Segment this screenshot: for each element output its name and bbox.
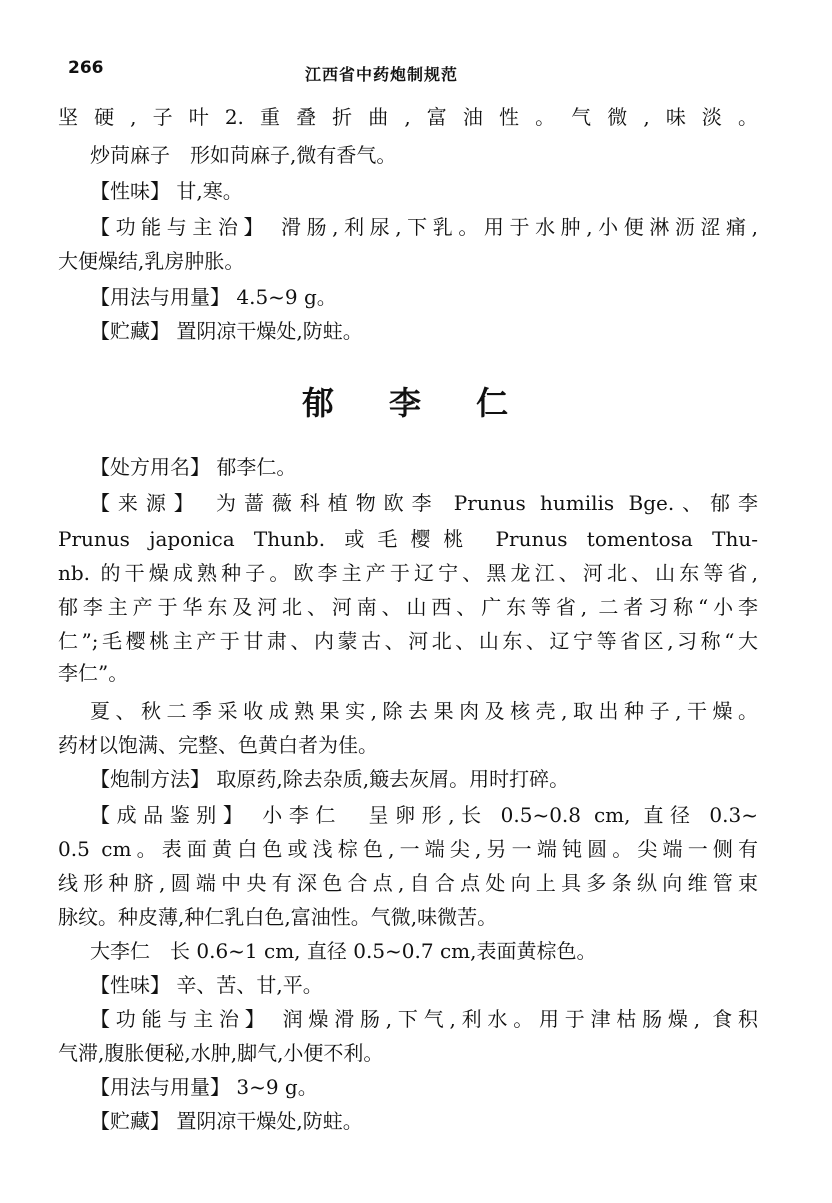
text-line: 李仁”。 bbox=[58, 661, 129, 685]
text-line: 【来源】 为蔷薇科植物欧李 Prunus humilis Bge.、郁李 bbox=[90, 491, 758, 515]
text-line: 夏、秋二季采收成熟果实,除去果肉及核壳,取出种子,干燥。 bbox=[90, 699, 758, 723]
text-line: 【功能与主治】 滑肠,利尿,下乳。用于水肿,小便淋沥涩痛, bbox=[90, 215, 758, 239]
running-header: 江西省中药炮制规范 bbox=[305, 65, 459, 84]
text-line: 脉纹。种皮薄,种仁乳白色,富油性。气微,味微苦。 bbox=[58, 905, 498, 929]
text-line: 【性味】 甘,寒。 bbox=[90, 179, 243, 203]
text-line: 【用法与用量】 3~9 g。 bbox=[90, 1075, 318, 1099]
text-line: 药材以饱满、完整、色黄白者为佳。 bbox=[58, 733, 378, 757]
text-line: 线形种脐,圆端中央有深色合点,自合点处向上具多条纵向维管束 bbox=[58, 871, 758, 895]
text-line: 【炮制方法】 取原药,除去杂质,簸去灰屑。用时打碎。 bbox=[90, 767, 570, 791]
text-line: 【成品鉴别】 小李仁 呈卵形,长 0.5~0.8 cm, 直径 0.3~ bbox=[90, 803, 758, 827]
text-line: 【性味】 辛、苦、甘,平。 bbox=[90, 973, 323, 997]
text-line: 大便燥结,乳房肿胀。 bbox=[58, 249, 245, 273]
text-line: 【处方用名】 郁李仁。 bbox=[90, 455, 297, 479]
text-line: 【贮藏】 置阴凉干燥处,防蛀。 bbox=[90, 319, 363, 343]
text-line: 大李仁 长 0.6~1 cm, 直径 0.5~0.7 cm,表面黄棕色。 bbox=[90, 939, 597, 963]
text-line: 仁”;毛樱桃主产于甘肃、内蒙古、河北、山东、辽宁等省区,习称“大 bbox=[58, 629, 758, 653]
text-line: 炒苘麻子 形如苘麻子,微有香气。 bbox=[90, 143, 397, 167]
text-line: 【贮藏】 置阴凉干燥处,防蛀。 bbox=[90, 1109, 363, 1133]
page-number: 266 bbox=[68, 58, 104, 78]
text-line: 【用法与用量】 4.5~9 g。 bbox=[90, 285, 337, 309]
text-line: 郁李主产于华东及河北、河南、山西、广东等省, 二者习称“小李 bbox=[58, 595, 758, 619]
text-line: 0.5 cm。表面黄白色或浅棕色,一端尖,另一端钝圆。尖端一侧有 bbox=[58, 837, 758, 861]
text-line: nb. 的干燥成熟种子。欧李主产于辽宁、黑龙江、河北、山东等省, bbox=[58, 561, 758, 585]
text-line: 坚硬,子叶2.重叠折曲,富油性。气微,味淡。 bbox=[58, 105, 758, 129]
text-line: Prunus japonica Thunb. 或毛樱桃 Prunus tomentosa Thu- bbox=[58, 527, 758, 551]
entry-title: 郁 李 仁 bbox=[301, 384, 531, 422]
text-line: 气滞,腹胀便秘,水肿,脚气,小便不利。 bbox=[58, 1041, 384, 1065]
text-line: 【功能与主治】 润燥滑肠,下气,利水。用于津枯肠燥, 食积 bbox=[90, 1007, 758, 1031]
